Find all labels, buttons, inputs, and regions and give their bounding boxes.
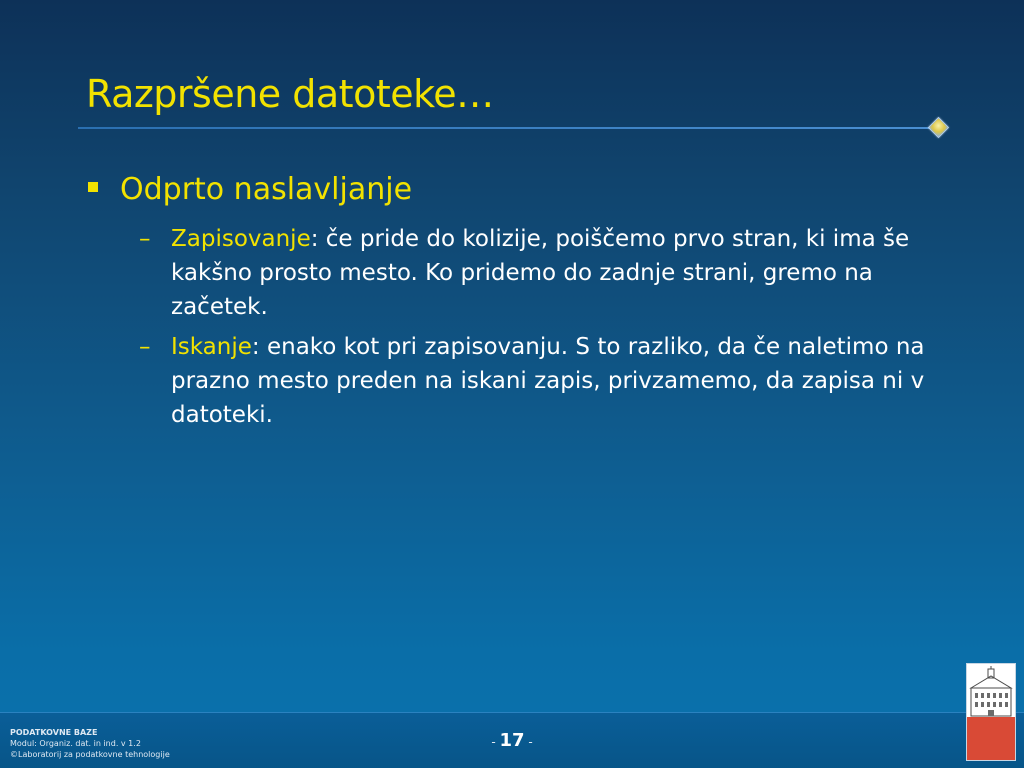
subitem-searching — [139, 330, 939, 432]
module-label: Modul: Organiz. dat. in ind. v 1.2 — [10, 739, 141, 748]
subitem-text — [171, 222, 939, 324]
footer-info — [10, 727, 170, 760]
page-suffix: - — [524, 735, 533, 749]
page-number — [470, 730, 554, 751]
subitem-term: Zapisovanje — [171, 226, 311, 252]
logo-red-panel — [967, 717, 1015, 760]
page-prefix: - — [491, 735, 500, 749]
subitem-text — [171, 330, 939, 432]
square-bullet-icon — [88, 182, 98, 192]
copyright-label: ©Laboratorij za podatkovne tehnologije — [10, 750, 170, 759]
subitem-description: : če pride do kolizije, poiščemo prvo stran, ki ima še kakšno prosto mesto. Ko pridemo do zadnje strani, gremo na začetek. — [171, 226, 910, 320]
subitem-term: Iskanje — [171, 334, 252, 360]
subitem-writing — [139, 222, 939, 324]
diamond-icon — [928, 117, 949, 138]
bullet-text: Odprto naslavljanje — [120, 172, 413, 207]
title-divider — [78, 127, 938, 129]
dash-marker: – — [139, 334, 151, 360]
building-icon — [967, 666, 1015, 720]
subitem-description: : enako kot pri zapisovanju. S to razliko, da če naletimo na prazno mesto preden na iskani zapis, privzamemo, da zapisa ni v datoteki. — [171, 334, 925, 428]
course-name: PODATKOVNE BAZE — [10, 728, 98, 737]
slide-title: Razpršene datoteke… — [86, 72, 494, 116]
bullet-open-addressing — [88, 172, 412, 207]
university-building-logo — [966, 663, 1016, 761]
dash-marker: – — [139, 226, 151, 252]
page-number-value: 17 — [499, 730, 525, 751]
